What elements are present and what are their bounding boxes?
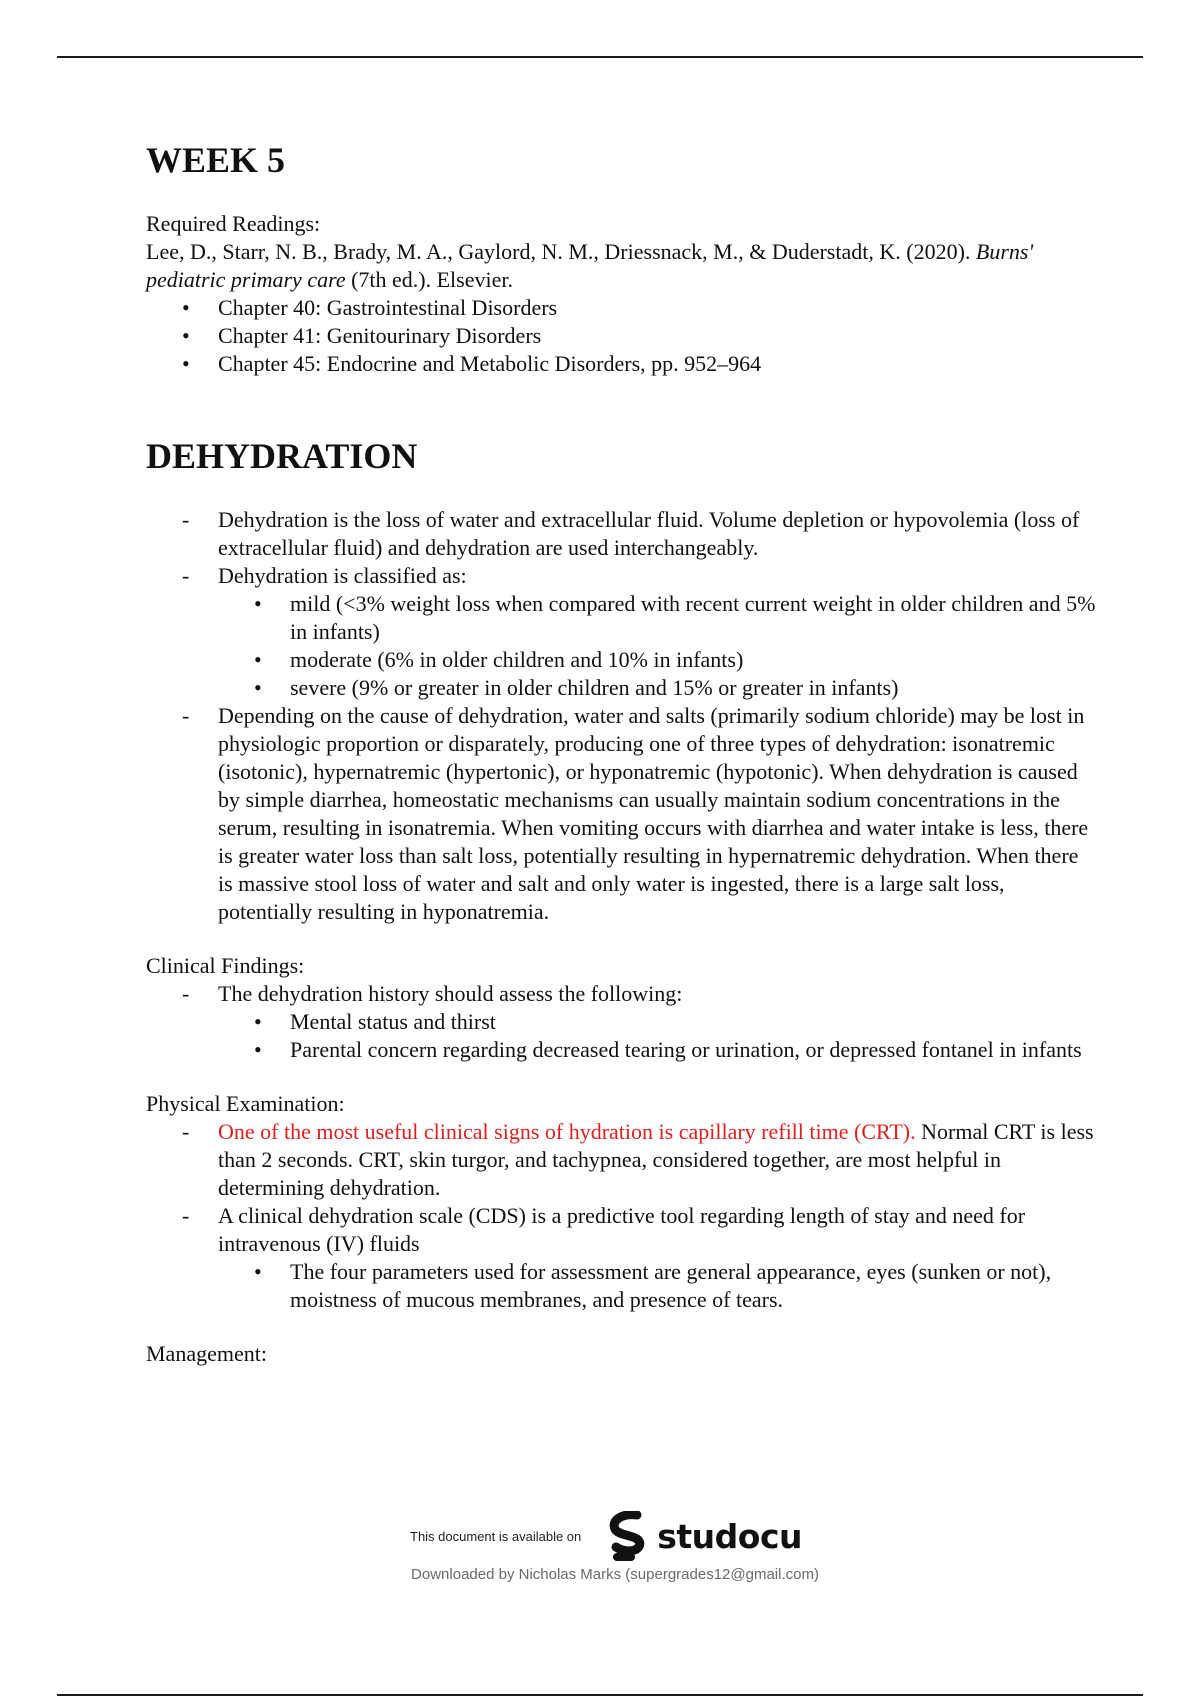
citation-publisher: (7th ed.). Elsevier.: [345, 267, 513, 292]
management-label: Management:: [146, 1341, 267, 1366]
class-moderate: • moderate (6% in older children and 10% in infants): [218, 646, 1096, 674]
document-content: [146, 140, 1096, 1368]
week-title: WEEK 5: [146, 140, 286, 180]
crt-detail: Normal CRT is less than 2 seconds. CRT, skin turgor, and tachypnea, considered together, are most helpful in determining dehydration.: [218, 1119, 1094, 1200]
clinical-findings-label: Clinical Findings:: [146, 953, 305, 978]
class-mild: • mild (<3% weight loss when compared with recent current weight in older children and 5% in infants): [218, 590, 1096, 646]
citation-authors: Lee, D., Starr, N. B., Brady, M. A., Gaylord, N. M., Driessnack, M., & Duderstadt, K. (2020).: [146, 239, 976, 264]
cds-item: [146, 1202, 1096, 1314]
readings-label: Required Readings:: [146, 211, 321, 236]
dehydration-causes: - Depending on the cause of dehydration, water and salts (primarily sodium chloride) may be lost in physiologic proportion or disparately, producing one of three types of dehydration: isonatremic (isotonic), hypernatremic (hypertonic), or hyponatremic (hypotonic). When dehydration is caused by simple diarrhea, homeostatic mechanisms can usually maintain sodium concentrations in the serum, resulting in isonatremia. When vomiting occurs with diarrhea and water intake is less, there is greater water loss than salt loss, potentially resulting in hypernatremic dehydration. When there is massive stool loss of water and salt and only water is ingested, there is a large salt loss, potentially resulting in hyponatremia.: [146, 702, 1096, 926]
crt-highlight: One of the most useful clinical signs of hydration is capillary refill time (CRT).: [218, 1119, 916, 1144]
studocu-logo-icon: [607, 1511, 653, 1561]
dehydration-list: [146, 506, 1096, 926]
citation-title: Burns' pediatric primary care: [146, 239, 1034, 292]
history-mental-status: • Mental status and thirst: [218, 1008, 1096, 1036]
crt-item: [146, 1118, 1096, 1202]
chapter-item: • Chapter 40: Gastrointestinal Disorders: [146, 294, 1096, 322]
history-item: [146, 980, 1096, 1064]
chapter-item: • Chapter 45: Endocrine and Metabolic Disorders, pp. 952–964: [146, 350, 1096, 378]
footer-available-text: This document is available on: [410, 1528, 582, 1544]
classification-list: [146, 590, 1096, 702]
history-list: [146, 1008, 1096, 1064]
dehydration-definition: - Dehydration is the loss of water and extracellular fluid. Volume depletion or hypovolemia (loss of extracellular fluid) and dehydration are used interchangeably.: [146, 506, 1096, 562]
cds-text: A clinical dehydration scale (CDS) is a predictive tool regarding length of stay and need for intravenous (IV) fluids: [218, 1203, 1026, 1256]
physical-exam-list: [146, 1118, 1096, 1314]
classification-intro: Dehydration is classified as:: [218, 563, 467, 588]
dehydration-title: DEHYDRATION: [146, 436, 418, 476]
top-rule: [57, 56, 1143, 58]
bottom-rule: [57, 1694, 1143, 1696]
class-severe: • severe (9% or greater in older children and 15% or greater in infants): [218, 674, 1096, 702]
history-intro: The dehydration history should assess the following:: [218, 981, 683, 1006]
studocu-brand: studocu: [657, 1516, 803, 1556]
chapter-list: [146, 294, 1096, 378]
cds-parameters: • The four parameters used for assessment are general appearance, eyes (sunken or not), moistness of mucous membranes, and presence of tears.: [218, 1258, 1096, 1314]
clinical-findings-list: [146, 980, 1096, 1064]
physical-exam-label: Physical Examination:: [146, 1091, 345, 1116]
history-parental-concern: • Parental concern regarding decreased tearing or urination, or depressed fontanel in infants: [218, 1036, 1096, 1064]
footer-availability: [410, 1510, 802, 1562]
readings-citation: [146, 238, 1096, 294]
dehydration-classification: [146, 562, 1096, 702]
cds-list: [146, 1258, 1096, 1314]
footer-download-text: Downloaded by Nicholas Marks (supergrades12@gmail.com): [411, 1566, 819, 1583]
chapter-item: • Chapter 41: Genitourinary Disorders: [146, 322, 1096, 350]
studocu-logo[interactable]: [607, 1511, 802, 1561]
